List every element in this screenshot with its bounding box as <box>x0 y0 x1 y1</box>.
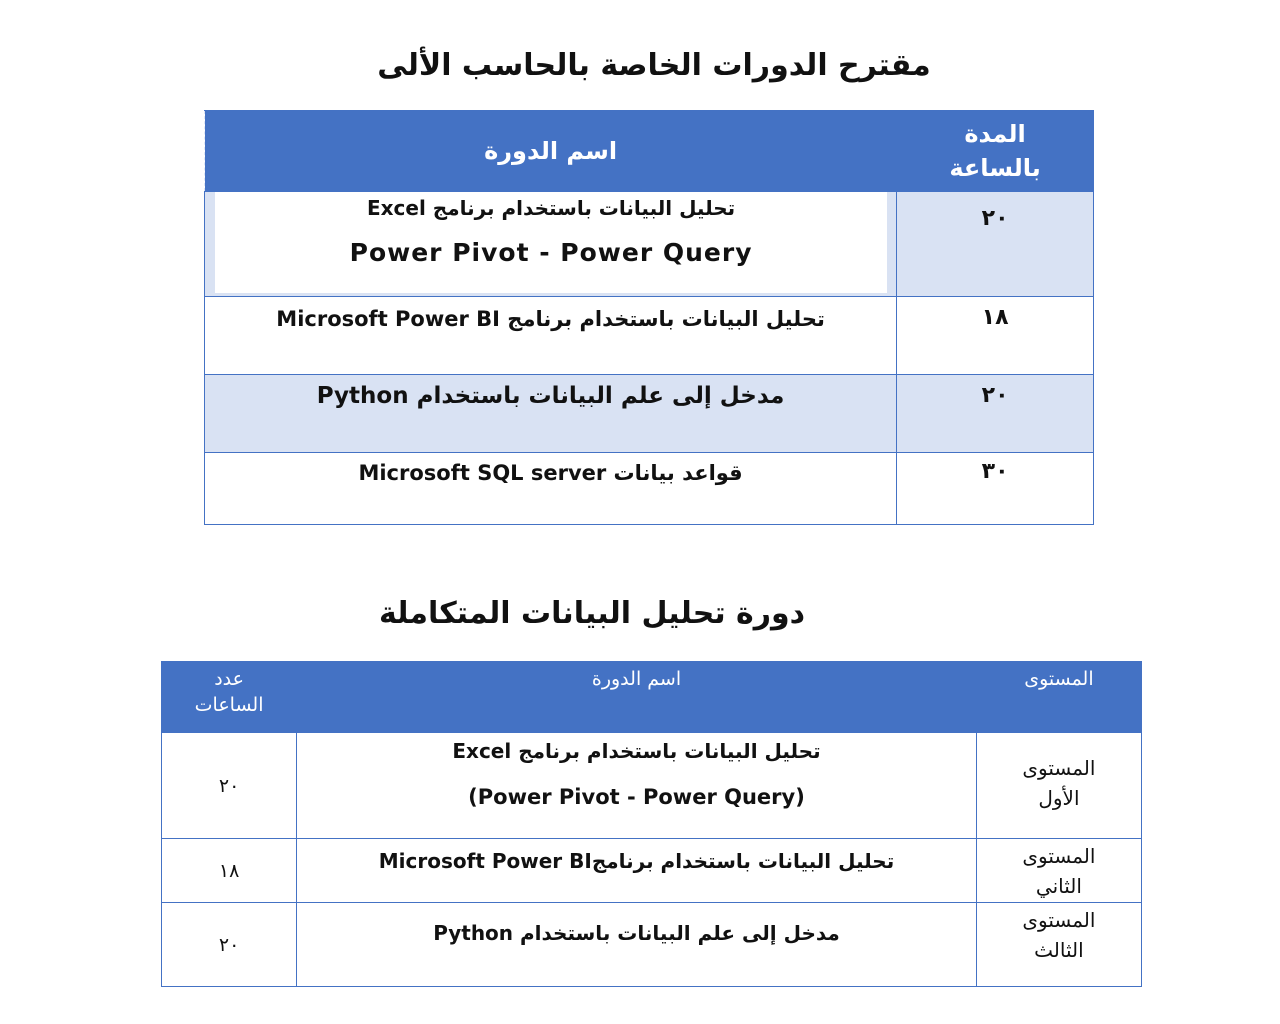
row-hours: ٣٠ <box>897 453 1094 525</box>
row-course-name <box>297 733 977 839</box>
row-hours: ٢٠ <box>897 192 1094 297</box>
course-name-line1: تحليل البيانات باستخدام برنامج Excel <box>366 196 736 220</box>
header-hours <box>162 662 297 733</box>
integrated-course-table <box>161 661 1142 987</box>
row-hours: ٢٠ <box>162 903 297 987</box>
row-course-name: تحليل البيانات باستخدام برنامجMicrosoft Power BI <box>297 839 977 903</box>
header-course-name: اسم الدورة <box>205 111 897 192</box>
header-level: المستوى <box>976 662 1141 733</box>
row-course-name: تحليل البيانات باستخدام برنامج Microsoft Power BI <box>205 297 897 375</box>
header-duration-line1: المدة <box>964 120 1026 148</box>
level-line2: الثاني <box>1035 874 1082 898</box>
table-row <box>205 192 1094 297</box>
level-line2: الأول <box>1038 786 1080 810</box>
table-header-row <box>205 111 1094 192</box>
header-duration <box>897 111 1094 192</box>
header-course-name: اسم الدورة <box>297 662 977 733</box>
table-row <box>205 453 1094 525</box>
row-hours: ١٨ <box>162 839 297 903</box>
section-2-title: دورة تحليل البيانات المتكاملة <box>378 596 806 631</box>
header-hours-line2: الساعات <box>194 694 264 716</box>
table-header-row <box>162 662 1142 733</box>
section-1-title: مقترح الدورات الخاصة بالحاسب الألى <box>377 48 931 83</box>
level-line1: المستوى <box>1022 844 1096 868</box>
level-line2: الثالث <box>1034 938 1084 962</box>
row-level <box>976 903 1141 987</box>
header-duration-line2: بالساعة <box>949 154 1041 182</box>
proposed-courses-table <box>204 110 1094 525</box>
row-level <box>976 839 1141 903</box>
row-hours: ٢٠ <box>162 733 297 839</box>
row-course-name: مدخل إلى علم البيانات باستخدام Python <box>205 375 897 453</box>
course-name-line2: Power Pivot - Power Query <box>349 238 753 267</box>
header-hours-line1: عدد <box>214 668 244 690</box>
table-row <box>205 297 1094 375</box>
table-row <box>162 903 1142 987</box>
row-level <box>976 733 1141 839</box>
row-course-name: مدخل إلى علم البيانات باستخدام Python <box>297 903 977 987</box>
row-course-name: قواعد بيانات Microsoft SQL server <box>205 453 897 525</box>
course-name-line2: (Power Pivot - Power Query) <box>468 785 805 809</box>
row-hours: ٢٠ <box>897 375 1094 453</box>
level-line1: المستوى <box>1022 908 1096 932</box>
table-row <box>162 839 1142 903</box>
table-row <box>162 733 1142 839</box>
level-line1: المستوى <box>1022 756 1096 780</box>
table-row <box>205 375 1094 453</box>
row-hours: ١٨ <box>897 297 1094 375</box>
course-name-line1: تحليل البيانات باستخدام برنامج Excel <box>452 739 821 763</box>
row-course-name <box>205 192 897 297</box>
